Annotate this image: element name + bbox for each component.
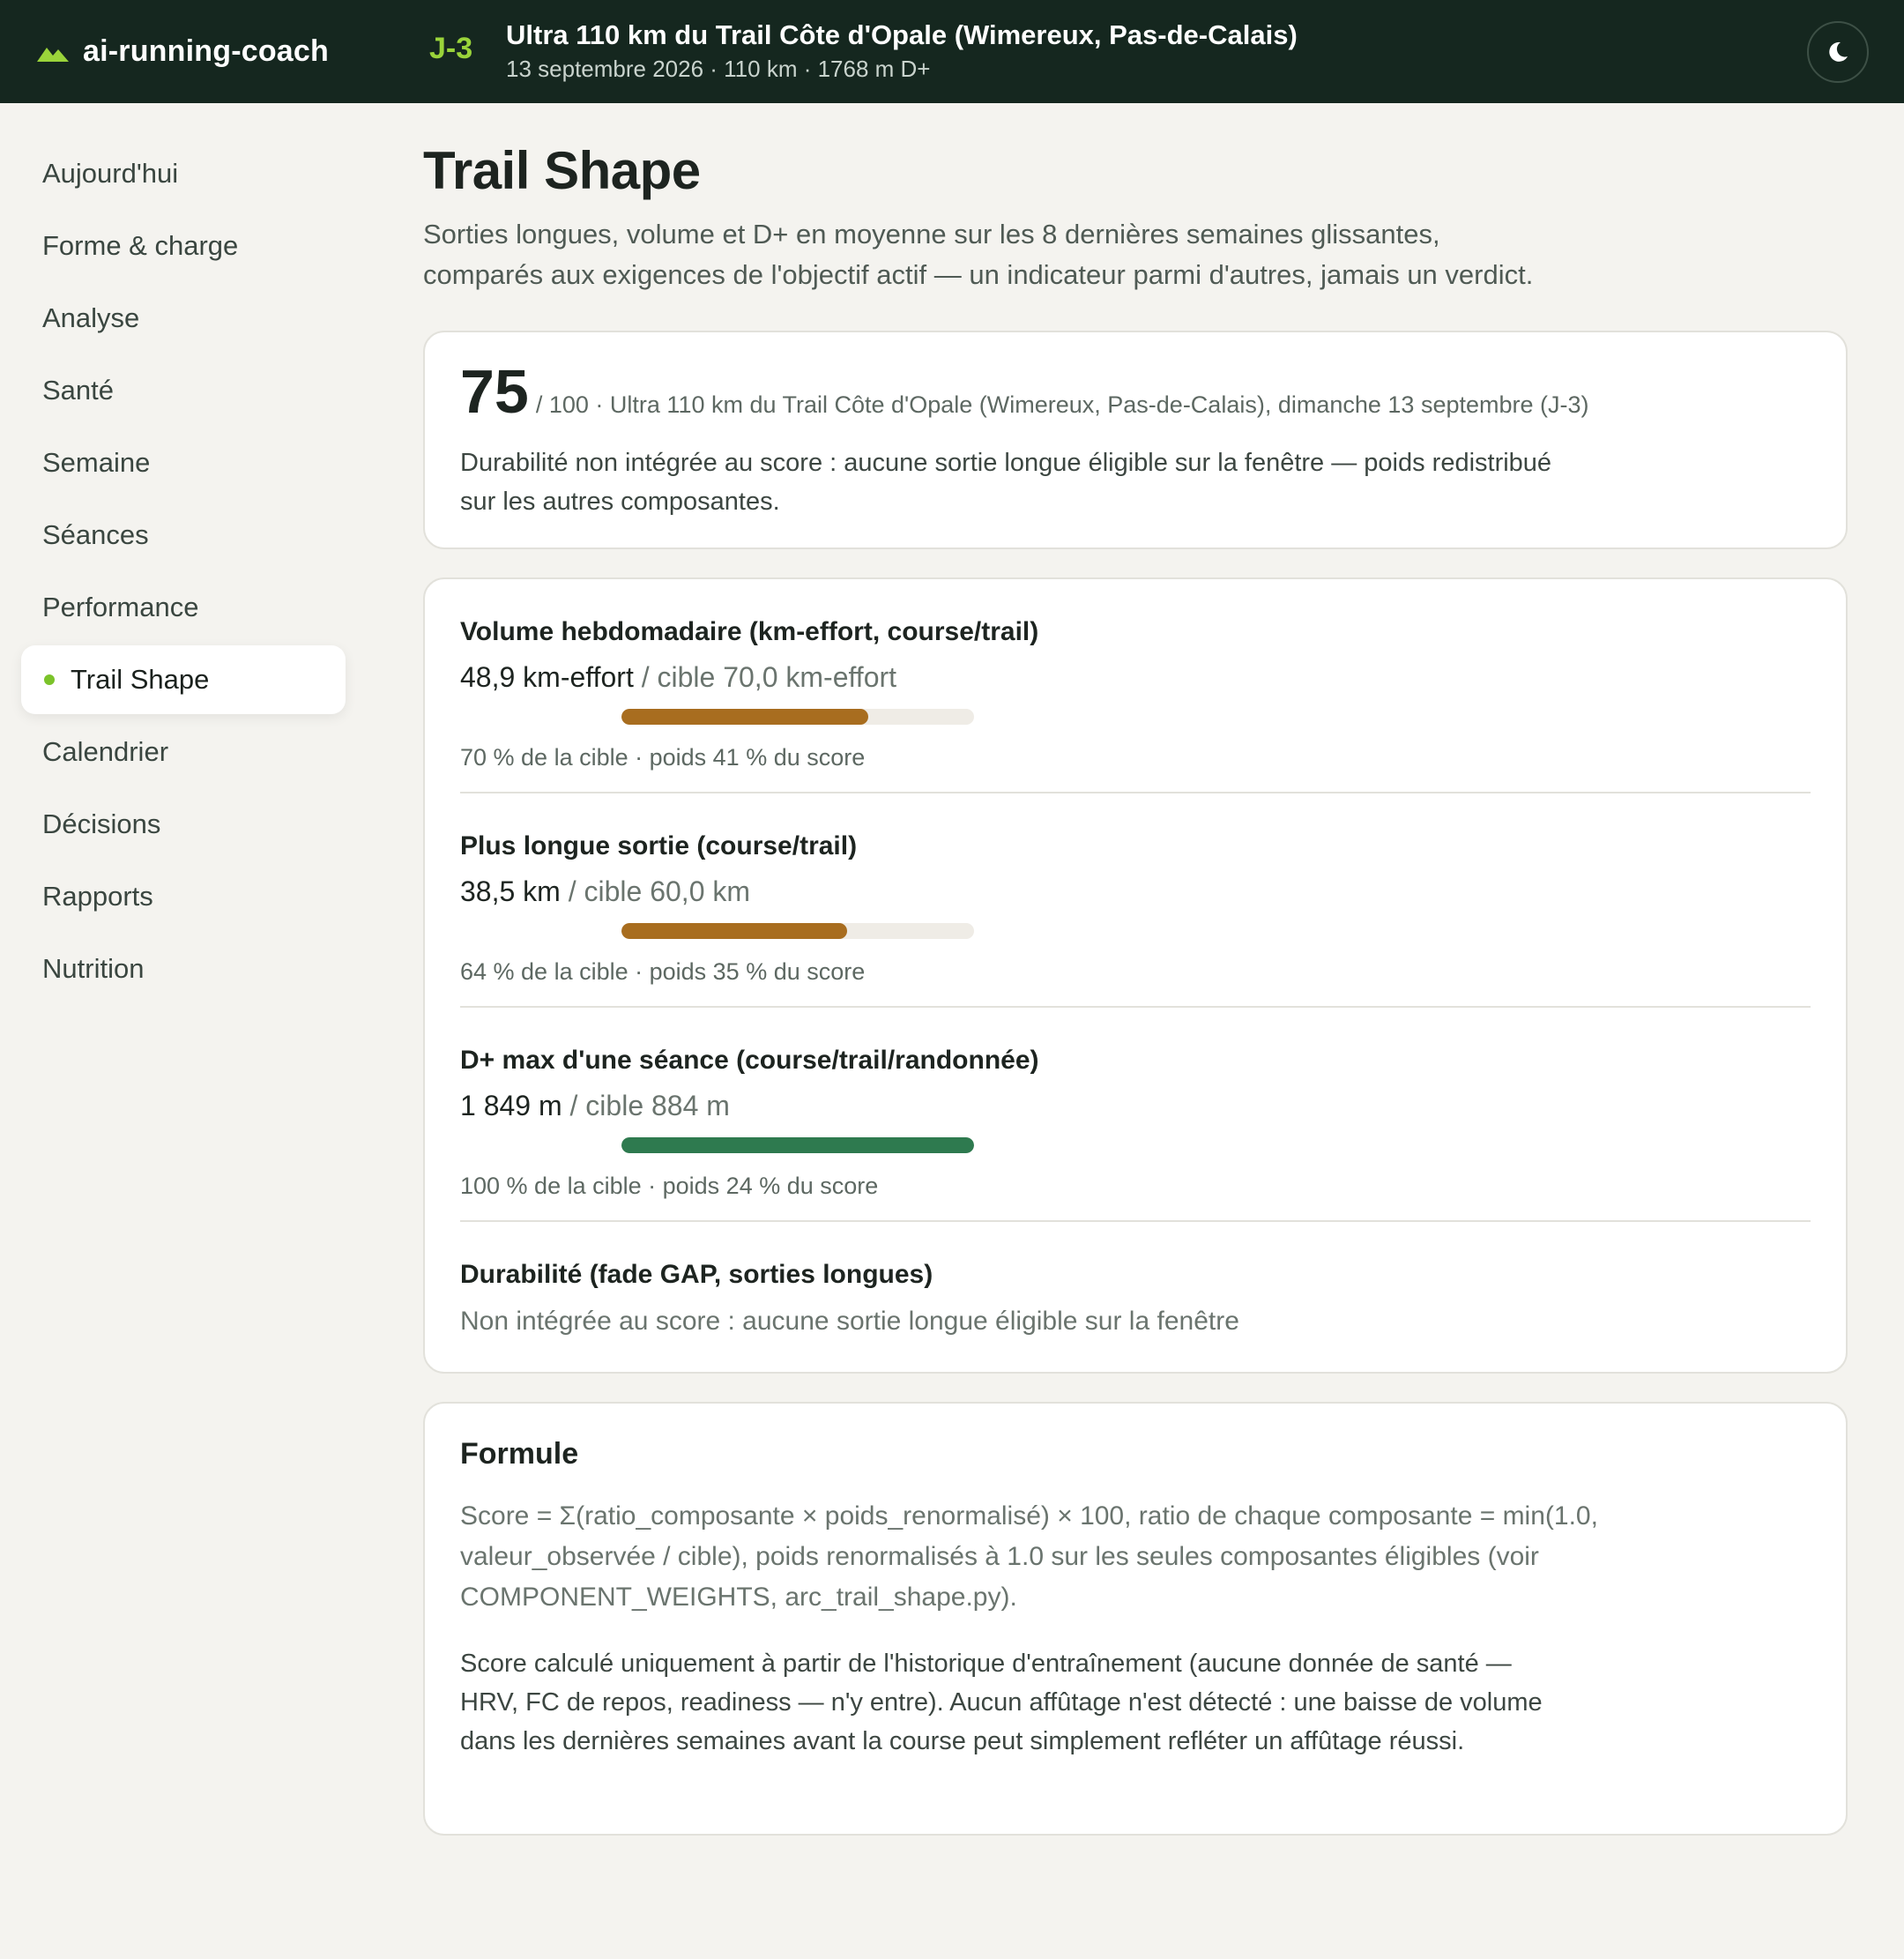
sidebar-item-semaine[interactable] — [21, 428, 346, 497]
component-title: Durabilité (fade GAP, sorties longues) — [460, 1260, 933, 1290]
sidebar-item-label: Décisions — [42, 808, 161, 839]
component-title: Volume hebdomadaire (km-effort, course/trail) — [460, 617, 1039, 647]
sidebar-item-trail-shape[interactable] — [21, 645, 346, 714]
race-title: Ultra 110 km du Trail Côte d'Opale (Wimereux, Pas-de-Calais) — [506, 19, 1298, 50]
component-title: D+ max d'une séance (course/trail/randonnée) — [460, 1046, 1039, 1076]
component-meta: 64 % de la cible · poids 35 % du score — [460, 957, 866, 985]
sidebar-item-label: Aujourd'hui — [42, 158, 179, 189]
component-target: / cible 60,0 km — [560, 875, 751, 908]
component-description: Non intégrée au score : aucune sortie longue éligible sur la fenêtre — [460, 1307, 1239, 1337]
page-subtitle-line: comparés aux exigences de l'objectif actif — un indicateur parmi d'autres, jamais un verdict. — [423, 259, 1534, 291]
sidebar-item-label: Rapports — [42, 881, 153, 912]
sidebar — [21, 139, 346, 1007]
sidebar-item-label: Santé — [42, 375, 115, 406]
score-line — [460, 357, 1811, 427]
sidebar-item-forme-charge[interactable] — [21, 212, 346, 280]
race-subtitle: 13 septembre 2026 · 110 km · 1768 m D+ — [506, 56, 931, 82]
component-title: Plus longue sortie (course/trail) — [460, 831, 858, 861]
component-value — [460, 1089, 1811, 1122]
top-bar — [0, 0, 1904, 103]
sidebar-item-analyse[interactable] — [21, 284, 346, 353]
component-observed: 48,9 km-effort — [460, 661, 634, 694]
score-value: 75 — [460, 357, 529, 427]
component-value — [460, 875, 1811, 908]
race-countdown: J-3 — [429, 32, 473, 65]
sidebar-item-rapports[interactable] — [21, 862, 346, 931]
mountain-icon — [37, 42, 69, 62]
sidebar-item-nutrition[interactable] — [21, 935, 346, 1003]
sidebar-item-aujourdhui[interactable] — [21, 139, 346, 208]
sidebar-item-label: Calendrier — [42, 736, 169, 767]
component-target: / cible 884 m — [562, 1090, 730, 1122]
score-context: / 100 · Ultra 110 km du Trail Côte d'Opale (Wimereux, Pas-de-Calais), dimanche 13 septembre (J-3) — [535, 391, 1589, 419]
app-name: ai-running-coach — [83, 34, 329, 68]
sidebar-item-seances[interactable] — [21, 501, 346, 570]
moon-icon — [1826, 40, 1850, 64]
sidebar-item-label: Séances — [42, 519, 149, 550]
page-title: Trail Shape — [423, 141, 701, 200]
page-subtitle — [423, 214, 1848, 295]
progress-bar — [621, 923, 974, 939]
component-value — [460, 660, 1811, 694]
page-subtitle-line: Sorties longues, volume et D+ en moyenne sur les 8 dernières semaines glissantes, — [423, 219, 1440, 250]
progress-bar-fill — [621, 1137, 974, 1153]
components-card — [423, 577, 1848, 1374]
sidebar-item-label: Performance — [42, 592, 199, 622]
active-dot-icon — [44, 674, 55, 685]
sidebar-item-label: Semaine — [42, 447, 151, 478]
component-longest-run — [460, 793, 1811, 1008]
sidebar-item-decisions[interactable] — [21, 790, 346, 859]
progress-bar — [621, 1137, 974, 1153]
component-meta: 100 % de la cible · poids 24 % du score — [460, 1172, 879, 1199]
score-card — [423, 331, 1848, 549]
sidebar-item-sante[interactable] — [21, 356, 346, 425]
sidebar-item-label: Nutrition — [42, 953, 145, 984]
component-elevation — [460, 1008, 1811, 1222]
formula-card — [423, 1402, 1848, 1836]
component-observed: 1 849 m — [460, 1090, 562, 1122]
progress-bar — [621, 709, 974, 725]
progress-bar-fill — [621, 923, 847, 939]
sidebar-item-label: Analyse — [42, 302, 140, 333]
component-durability — [460, 1222, 1811, 1372]
formula-note: Score calculé uniquement à partir de l'historique d'entraînement (aucune donnée de santé — HRV, FC de repos, readiness — n'y entre). Aucun affûtage n'est détecté : une baisse de volume dans les dernières semaines avant la course peut simplement refléter un affûtage réussi. — [460, 1650, 1543, 1756]
component-meta: 70 % de la cible · poids 41 % du score — [460, 743, 866, 771]
score-note: Durabilité non intégrée au score : aucune sortie longue éligible sur la fenêtre — poids redistribué sur les autres composantes. — [460, 449, 1552, 517]
main-content — [423, 141, 1848, 1836]
formula-title: Formule — [460, 1437, 579, 1471]
sidebar-item-calendrier[interactable] — [21, 718, 346, 786]
sidebar-item-label: Forme & charge — [42, 230, 239, 261]
sidebar-item-label: Trail Shape — [71, 664, 210, 695]
brand[interactable] — [37, 0, 329, 103]
progress-bar-fill — [621, 709, 868, 725]
theme-toggle-button[interactable] — [1807, 21, 1869, 83]
formula-text: Score = Σ(ratio_composante × poids_renormalisé) × 100, ratio de chaque composante = min(1.0, valeur_observée / cible), poids renormalisés à 1.0 sur les seules composantes éligibles (voir COMPONENT_WEIGHTS, arc_trail_shape.py). — [460, 1501, 1598, 1613]
component-target: / cible 70,0 km-effort — [633, 661, 897, 694]
component-observed: 38,5 km — [460, 875, 561, 908]
component-volume — [460, 579, 1811, 793]
sidebar-item-performance[interactable] — [21, 573, 346, 642]
